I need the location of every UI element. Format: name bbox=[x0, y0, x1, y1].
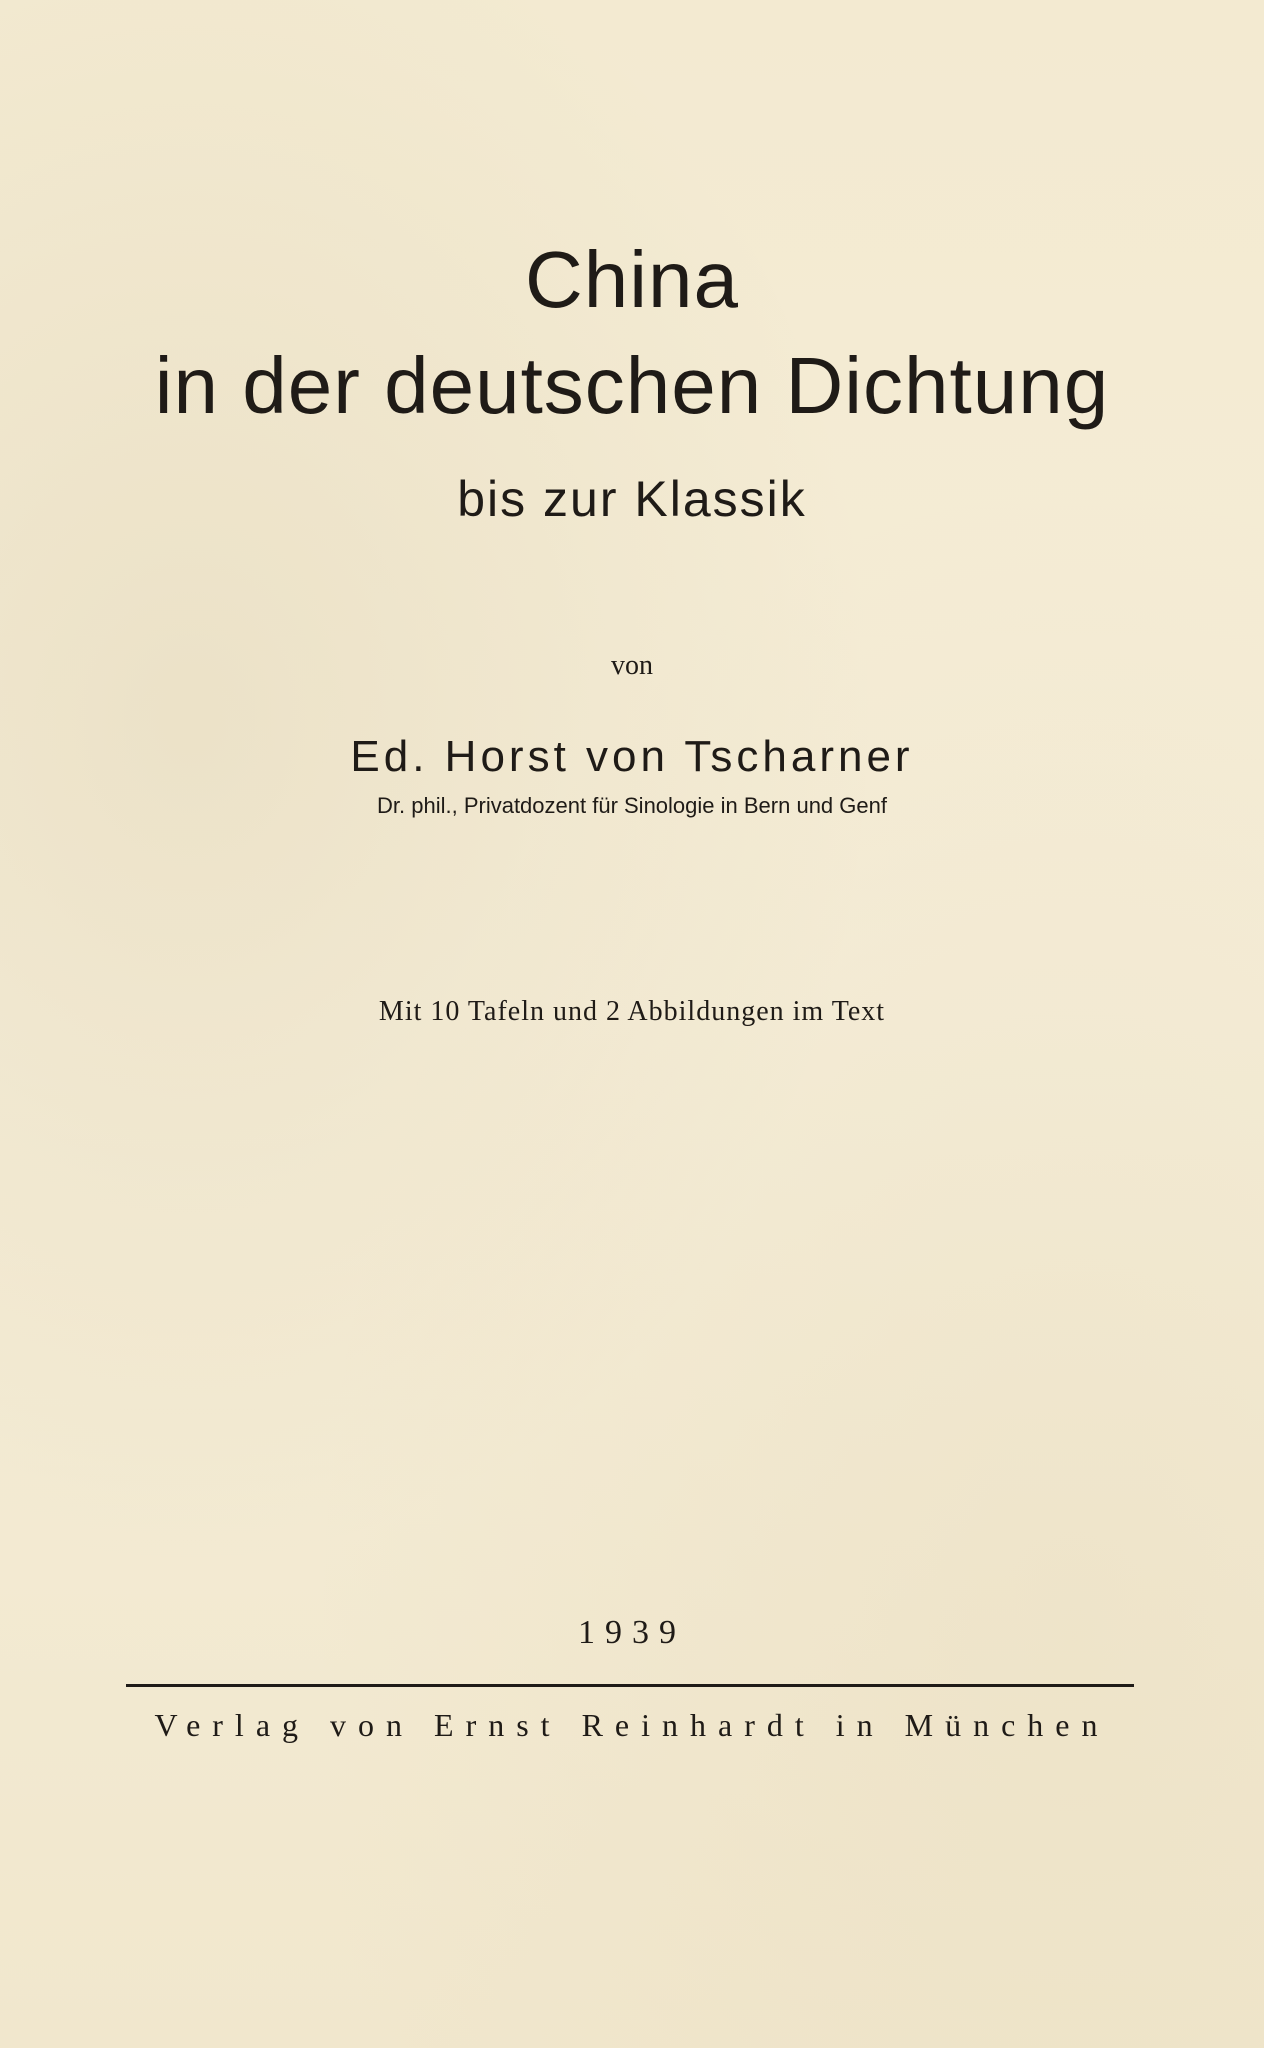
author-credentials: Dr. phil., Privatdozent für Sinologie in Bern und Genf bbox=[377, 793, 887, 818]
author-prefix: von bbox=[611, 650, 653, 681]
book-title-line-2: in der deutschen Dichtung bbox=[154, 341, 1110, 430]
publication-year: 1939 bbox=[578, 1614, 686, 1651]
book-title-line-1: China bbox=[524, 235, 740, 324]
publisher-line: Verlag von Ernst Reinhardt in München bbox=[154, 1707, 1110, 1743]
imprint-rule bbox=[126, 1684, 1134, 1687]
illustrations-note: Mit 10 Tafeln und 2 Abbildungen im Text bbox=[378, 996, 886, 1027]
author-name: Ed. Horst von Tscharner bbox=[350, 732, 914, 781]
book-subtitle: bis zur Klassik bbox=[457, 471, 807, 527]
